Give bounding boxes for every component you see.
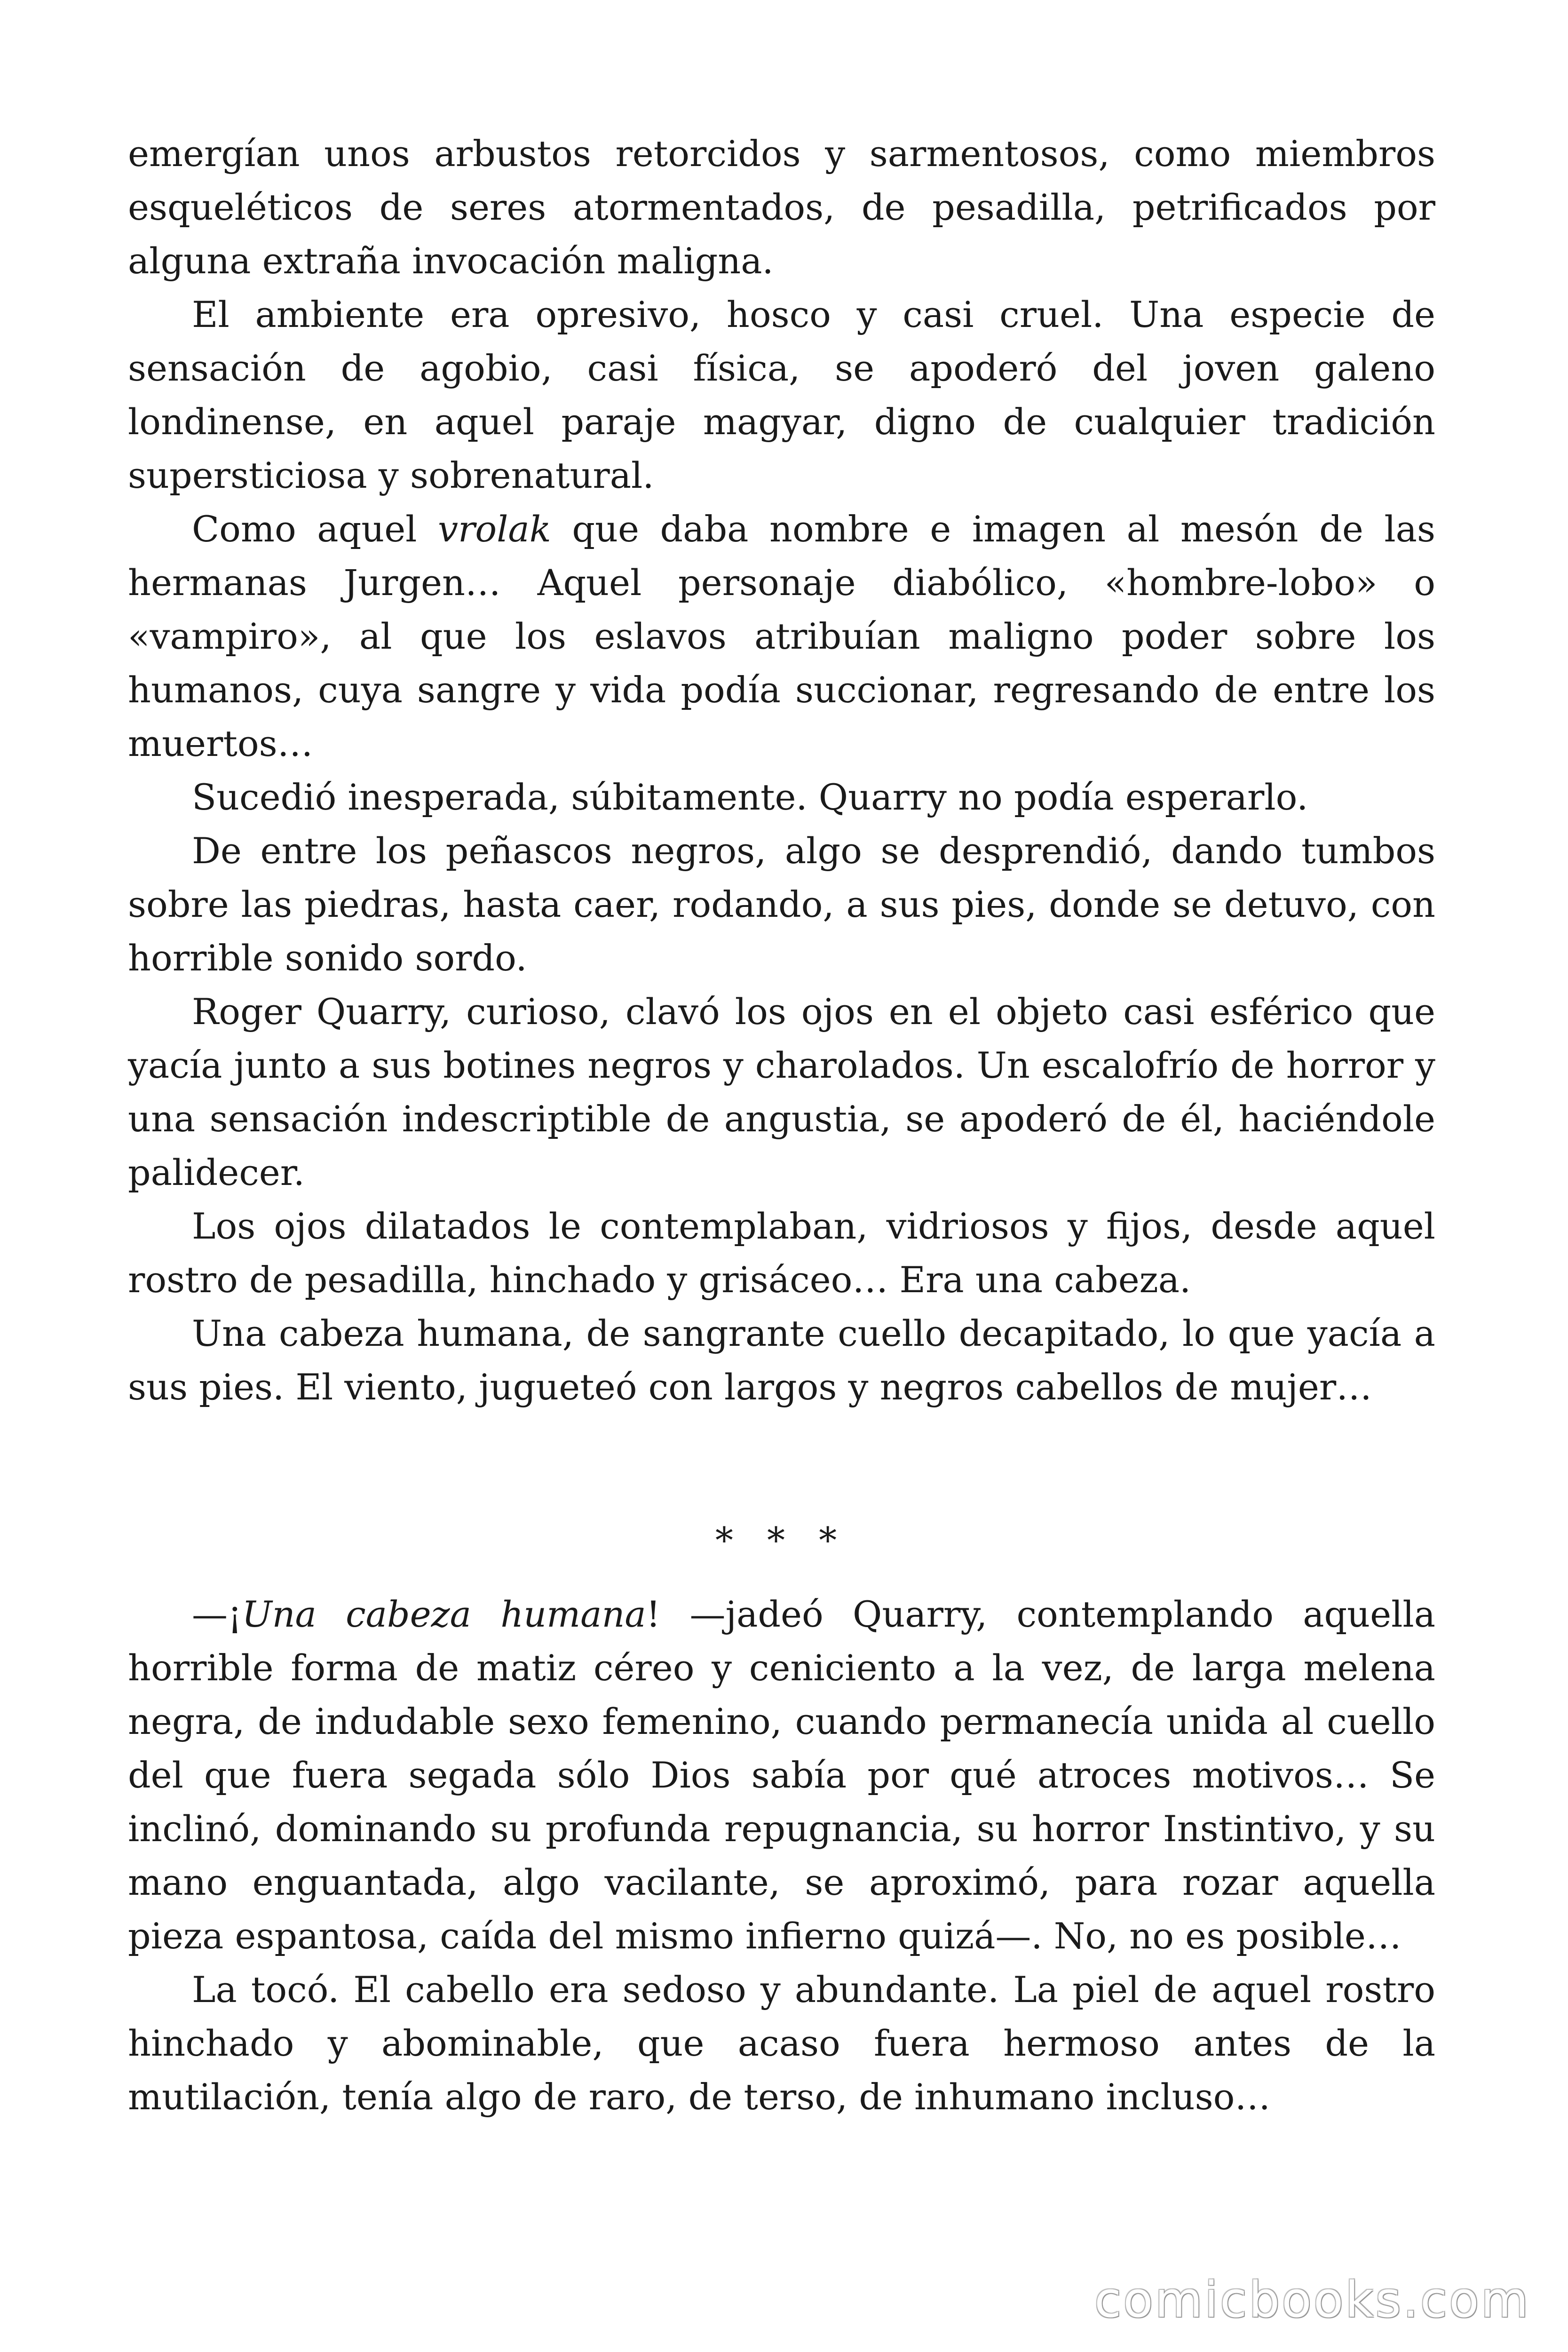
paragraph-2: El ambiente era opresivo, hosco y casi cruel. Una especie de sensación de agobio, casi física, se apoderó del joven galeno londinense, en aquel paraje magyar, digno de cualquier tradición supersticiosa y sobrenatural.	[128, 294, 1435, 496]
paragraph-10: La tocó. El cabello era sedoso y abundante. La piel de aquel rostro hinchado y abominable, que acaso fuera hermoso antes de la mutilación, tenía algo de raro, de terso, de inhumano incluso…	[128, 1969, 1435, 2118]
paragraph-3-start: Como aquel	[192, 508, 438, 550]
paragraph-9-end: ! —jadeó Quarry, contemplando aquella horrible forma de matiz céreo y ceniciento a la vez, de larga melena negra, de indudable sexo femenino, cuando permanecía unida al cuello del que fuera segada sólo Dios sabía por qué atroces motivos… Se inclinó, dominando su profunda repugnancia, su horror Instintivo, y su mano enguantada, algo vacilante, se aproximó, para rozar aquella pieza espantosa, caída del mismo infierno quizá—. No, no es posible…	[128, 1593, 1436, 1957]
text-section-1	[128, 127, 1435, 1414]
paragraph-4: Sucedió inesperada, súbitamente. Quarry no podía esperarlo.	[192, 776, 1308, 818]
paragraph-6: Roger Quarry, curioso, clavó los ojos en el objeto casi esférico que yacía junto a sus botines negros y charolados. Un escalofrío de horror y una sensación indescriptible de angustia, se apoderó de él, haciéndole palidecer.	[128, 991, 1435, 1193]
italic-term-vrolak: vrolak	[438, 508, 551, 550]
text-section-2	[128, 1588, 1435, 2124]
paragraph-8: Una cabeza humana, de sangrante cuello decapitado, lo que yacía a sus pies. El viento, jugueteó con largos y negros cabellos de mujer…	[128, 1312, 1435, 1408]
section-separator: * * *	[715, 1519, 848, 1561]
italic-exclamation: Una cabeza humana	[242, 1593, 646, 1635]
paragraph-9	[128, 1588, 1435, 1963]
paragraph-3-end: que daba nombre e imagen al mesón de las hermanas Jurgen… Aquel personaje diabólico, «hombre-lobo» o «vampiro», al que los eslavos atribuían maligno poder sobre los humanos, cuya sangre y vida podía succionar, regresando de entre los muertos…	[128, 508, 1435, 764]
paragraph-3	[128, 502, 1435, 771]
paragraph-5: De entre los peñascos negros, algo se desprendió, dando tumbos sobre las piedras, hasta caer, rodando, a sus pies, donde se detuvo, con horrible sonido sordo.	[128, 830, 1435, 979]
paragraph-1: emergían unos arbustos retorcidos y sarmentosos, como miembros esqueléticos de seres atormentados, de pesadilla, petrificados por alguna extraña invocación maligna.	[128, 133, 1435, 282]
paragraph-7: Los ojos dilatados le contemplaban, vidriosos y fijos, desde aquel rostro de pesadilla, hinchado y grisáceo… Era una cabeza.	[128, 1205, 1435, 1301]
watermark: comicbooks.com	[1094, 2271, 1530, 2328]
paragraph-9-start: —¡	[192, 1593, 242, 1635]
